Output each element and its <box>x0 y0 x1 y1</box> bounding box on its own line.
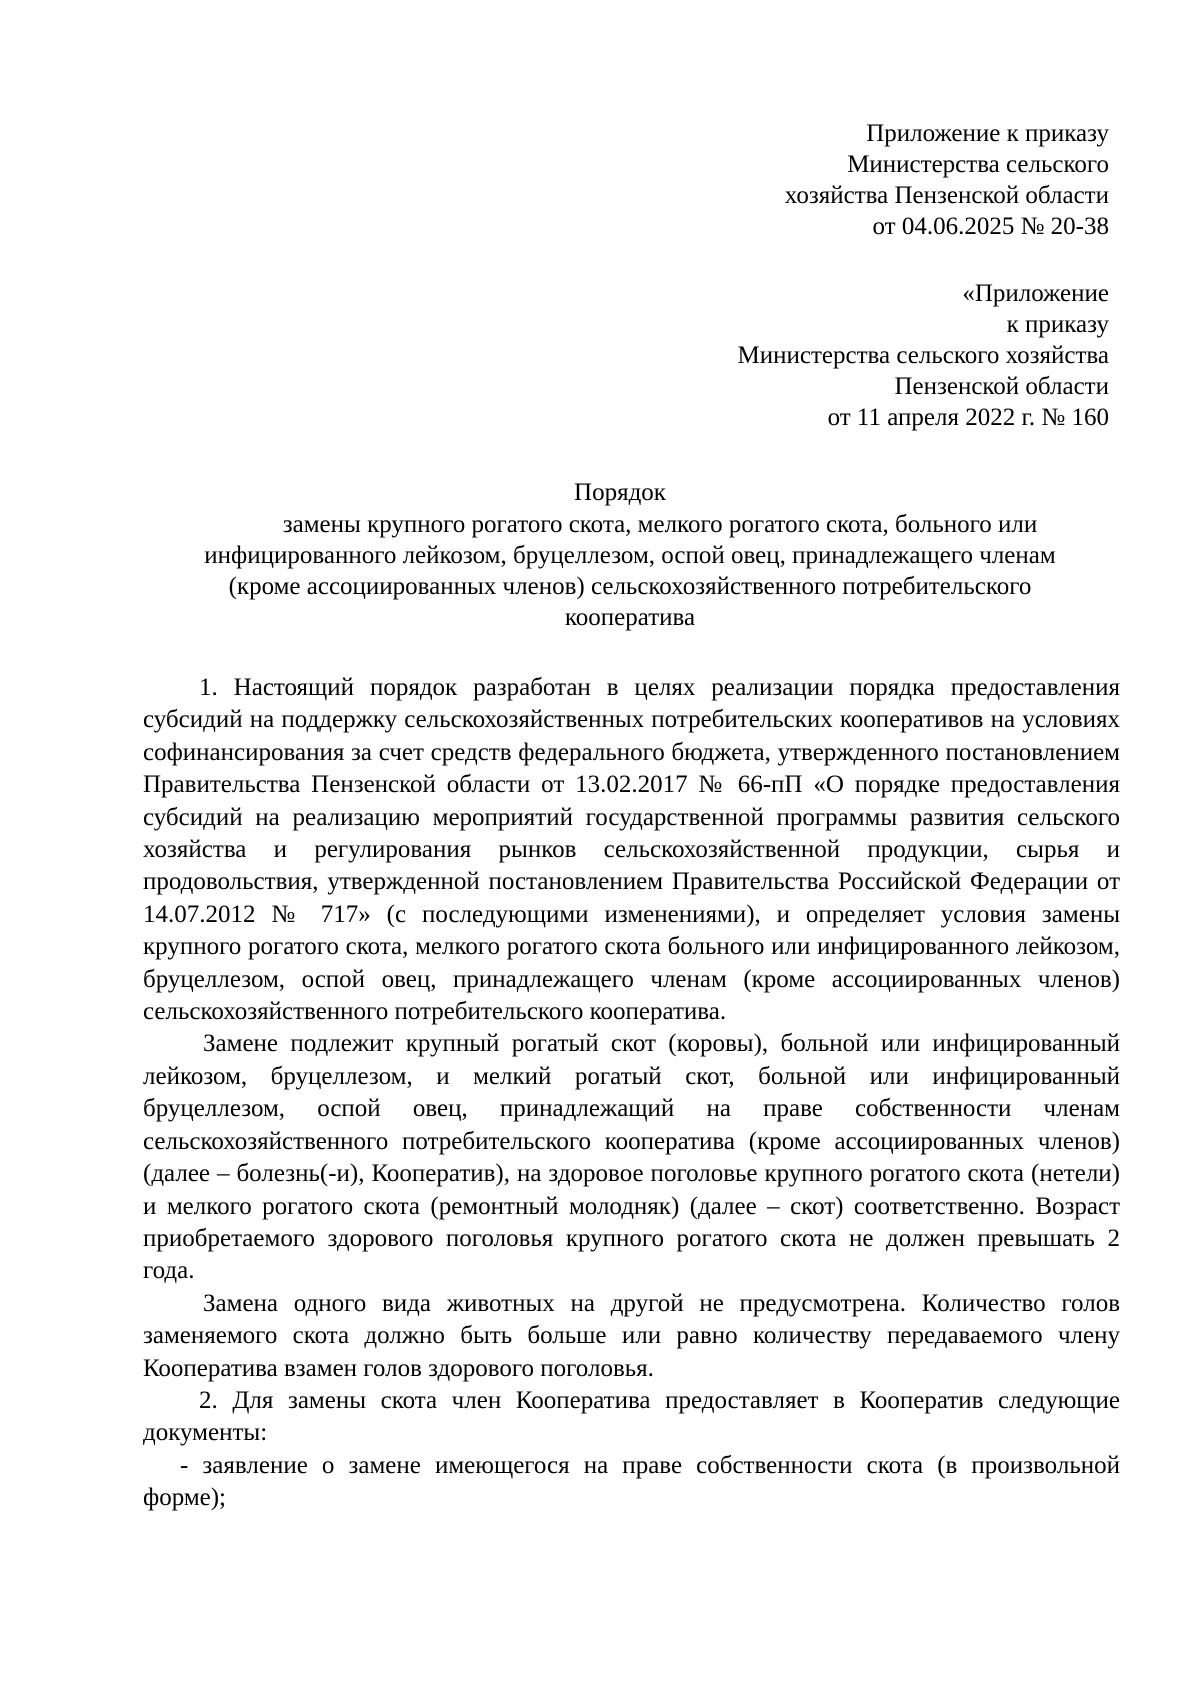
header-line: Приложение к приказу <box>866 120 1109 147</box>
header-line: от 11 апреля 2022 г. № 160 <box>827 404 1109 431</box>
list-item: - заявление о замене имеющегося на праве собственности скота (в произвольной форме); <box>143 1451 1120 1512</box>
subtitle-line: замены крупного рогатого скота, мелкого рогатого скота, больного или <box>282 511 1038 538</box>
subtitle-line: кооператива <box>564 604 696 631</box>
document-subtitle <box>140 509 1120 633</box>
approval-header-original <box>738 278 1109 433</box>
paragraph: 1. Настоящий порядок разработан в целях реализации порядка предоставления субсидий на поддержку сельскохозяйственных потребительских кооперативов на условиях софинансирования за счет средств федерального бюджета, утвержденного постановлением Правительства Пензенской области от 13.02.2017 № 66-пП «О порядке предоставления субсидий на реализацию мероприятий государственной программы развития сельского хозяйства и регулирования рынков сельскохозяйственной продукции, сырья и продовольствия, утвержденной постановлением Правительства Российской Федерации от 14.07.2012 № 717» (с последующими изменениями), и определяет условия замены крупного рогатого скота, мелкого рогатого скота больного или инфицированного лейкозом, бруцеллезом, оспой овец, принадлежащего членам (кроме ассоциированных членов) сельскохозяйственного потребительского кооператива. <box>143 674 1120 1026</box>
header-line: «Приложение <box>962 280 1109 307</box>
header-line: хозяйства Пензенской области <box>784 182 1109 209</box>
subtitle-line: инфицированного лейкозом, бруцеллезом, оспой овец, принадлежащего членам <box>204 542 1056 569</box>
header-line: к приказу <box>1006 311 1109 338</box>
document-body <box>143 672 1120 1515</box>
header-line: Министерства сельского хозяйства <box>737 342 1109 369</box>
paragraph: Замена одного вида животных на другой не предусмотрена. Количество голов заменяемого скота должно быть больше или равно количеству передаваемого члену Кооператива взамен голов здорового поголовья. <box>143 1289 1120 1382</box>
paragraph: 2. Для замены скота член Кооператива предоставляет в Кооператив следующие документы: <box>143 1386 1120 1447</box>
header-line: Министерства сельского <box>847 151 1109 178</box>
header-line: Пензенской области <box>894 373 1109 400</box>
document-title: Порядок <box>574 479 666 506</box>
paragraph: Замене подлежит крупный рогатый скот (коровы), больной или инфицированный лейкозом, бруцеллезом, и мелкий рогатый скот, больной или инфицированный бруцеллезом, оспой овец, принадлежащий на праве собственности членам сельскохозяйственного потребительского кооператива (кроме ассоциированных членов) (далее – болезнь(-и), Кооператив), на здоровое поголовье крупного рогатого скота (нетели) и мелкого рогатого скота (ремонтный молодняк) (далее – скот) соответственно. Возраст приобретаемого здорового поголовья крупного рогатого скота не должен превышать 2 года. <box>143 1030 1120 1285</box>
approval-header-current <box>785 118 1109 242</box>
subtitle-line: (кроме ассоциированных членов) сельскохозяйственного потребительского <box>228 573 1032 600</box>
header-line: от 04.06.2025 № 20-38 <box>872 213 1109 240</box>
